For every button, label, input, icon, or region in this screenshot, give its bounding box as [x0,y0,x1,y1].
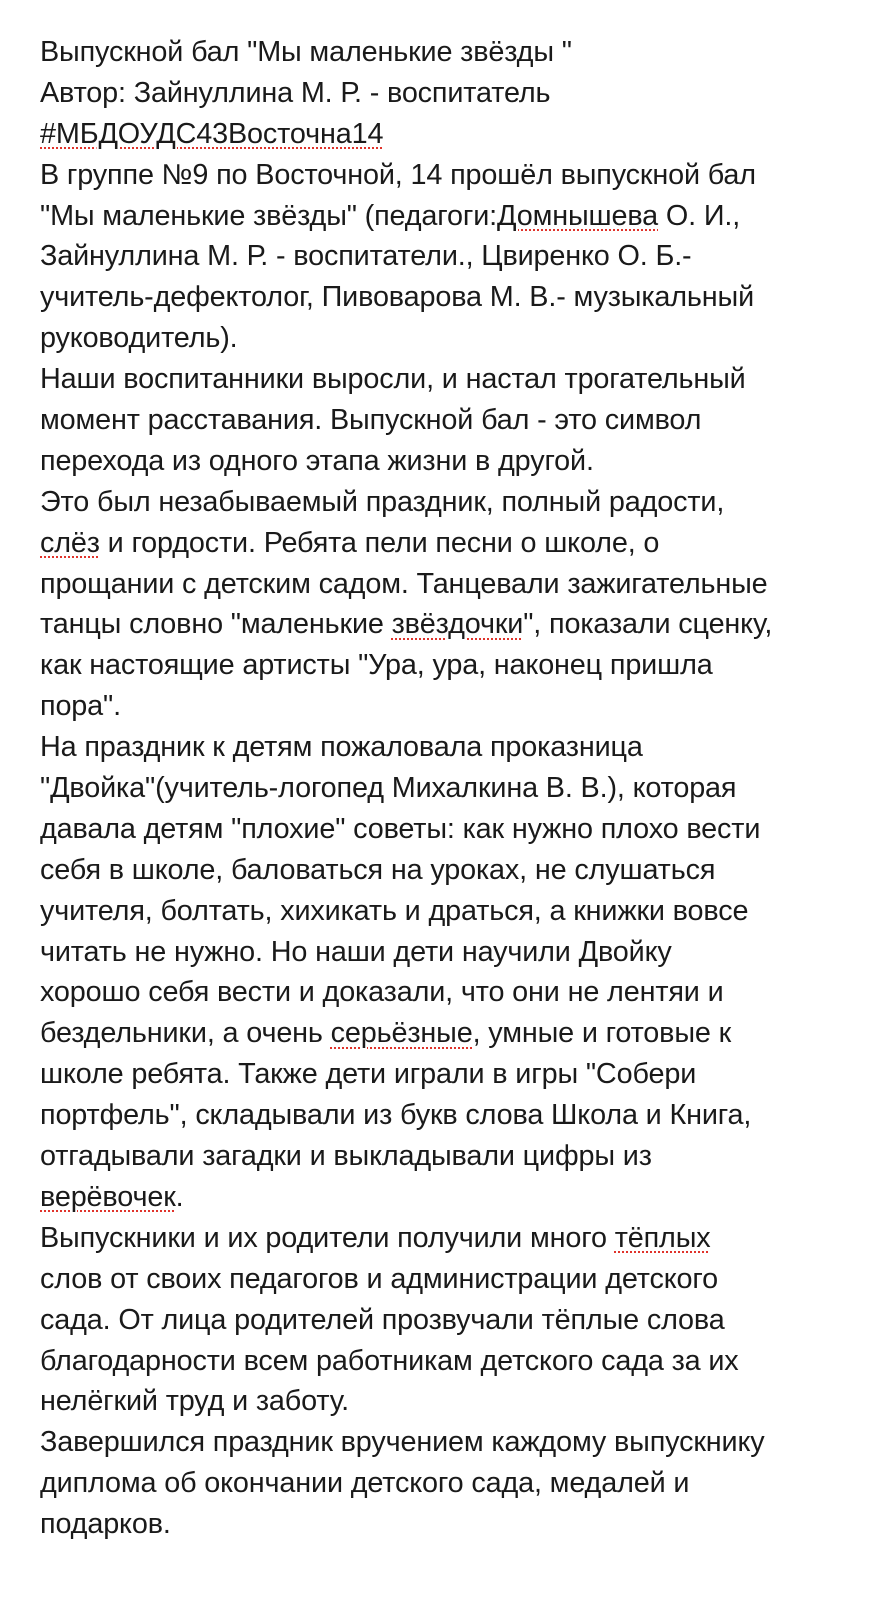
text-line[interactable] [40,932,870,973]
text-run: пора". [40,690,121,723]
text-line[interactable] [40,196,870,237]
text-run: как настоящие артисты "Ура, ура, наконец пришла [40,649,713,682]
text-line[interactable] [40,972,870,1013]
text-line[interactable] [40,809,870,850]
text-line[interactable] [40,1381,870,1422]
text-line[interactable] [40,1504,870,1545]
text-editor-body[interactable] [40,32,870,1545]
text-run: Это был незабываемый праздник, полный радости, [40,485,725,518]
text-line[interactable] [40,400,870,441]
text-line[interactable] [40,359,870,400]
text-line[interactable] [40,891,870,932]
text-run: руководитель). [40,322,238,355]
text-run: бездельники, а очень [40,1017,331,1050]
text-run: Автор: Зайнуллина М. Р. - воспитатель [40,76,551,109]
text-run: "Мы маленькие звёзды" (педагоги: [40,199,498,232]
text-run: танцы словно "маленькие [40,608,392,641]
text-run: нелёгкий труд и заботу. [40,1385,349,1418]
text-run: Выпускники и их родители получили много [40,1221,615,1254]
text-line[interactable] [40,155,870,196]
text-run: О. И., [658,199,741,232]
text-line[interactable] [40,1054,870,1095]
text-run: отгадывали загадки и выкладывали цифры из [40,1140,652,1173]
text-run: себя в школе, баловаться на уроках, не слушаться [40,853,716,886]
misspelled-word[interactable]: тёплых [614,1221,711,1254]
text-run: школе ребята. Также дети играли в игры "Собери [40,1058,697,1091]
misspelled-word[interactable]: #МБДОУДС43Восточна14 [40,117,384,150]
misspelled-word[interactable]: Домнышева [497,199,659,232]
text-run: давала детям "плохие" советы: как нужно плохо вести [40,812,761,845]
text-line[interactable] [40,114,870,155]
text-run: , умные и готовые к [472,1017,732,1050]
text-line[interactable] [40,1218,870,1259]
text-run: хорошо себя вести и доказали, что они не лентяи и [40,976,724,1009]
text-run: портфель", складывали из букв слова Школа и Книга, [40,1099,752,1132]
text-run: подарков. [40,1508,171,1541]
text-run: читать не нужно. Но наши дети научили Двойку [40,935,672,968]
text-run: Завершился праздник вручением каждому выпускнику [40,1426,765,1459]
text-line[interactable] [40,686,870,727]
text-line[interactable] [40,727,870,768]
text-line[interactable] [40,32,870,73]
text-run: Выпускной бал "Мы маленькие звёзды " [40,36,572,68]
misspelled-word[interactable]: серьёзные [330,1017,473,1050]
misspelled-word[interactable]: звёздочки [391,608,524,641]
text-run: слов от своих педагогов и администрации детского [40,1262,718,1295]
text-run: учитель-дефектолог, Пивоварова М. В.- музыкальный [40,281,755,314]
text-line[interactable] [40,850,870,891]
text-line[interactable] [40,604,870,645]
text-line[interactable] [40,1095,870,1136]
text-line[interactable] [40,564,870,605]
text-run: перехода из одного этапа жизни в другой. [40,444,594,477]
text-line[interactable] [40,236,870,277]
text-line[interactable] [40,277,870,318]
text-line[interactable] [40,318,870,359]
text-line[interactable] [40,523,870,564]
text-run: Зайнуллина М. Р. - воспитатели., Цвиренко О. Б.- [40,240,692,273]
text-run: . [175,1180,184,1213]
text-run: На праздник к детям пожаловала проказница [40,731,643,764]
text-line[interactable] [40,73,870,114]
text-line[interactable] [40,1463,870,1504]
text-line[interactable] [40,482,870,523]
text-run: ", показали сценку, [523,608,773,641]
text-run: момент расставания. Выпускной бал - это символ [40,404,702,437]
text-line[interactable] [40,1259,870,1300]
text-run: Наши воспитанники выросли, и настал трогательный [40,363,746,396]
text-line[interactable] [40,1300,870,1341]
misspelled-word[interactable]: слёз [40,526,100,559]
text-run: В группе №9 по Восточной, 14 прошёл выпускной бал [40,158,756,191]
text-run: сада. От лица родителей прозвучали тёплые слова [40,1303,725,1336]
text-line[interactable] [40,441,870,482]
text-line[interactable] [40,1013,870,1054]
text-line[interactable] [40,1422,870,1463]
text-line[interactable] [40,768,870,809]
misspelled-word[interactable]: верёвочек [40,1180,176,1213]
text-line[interactable] [40,645,870,686]
text-line[interactable] [40,1177,870,1218]
text-run: "Двойка"(учитель-логопед Михалкина В. В.), которая [40,772,737,805]
text-run: и гордости. Ребята пели песни о школе, о [99,526,660,559]
text-run: благодарности всем работникам детского сада за их [40,1344,739,1377]
text-run: учителя, болтать, хихикать и драться, а книжки вовсе [40,894,749,927]
text-run: диплома об окончании детского сада, медалей и [40,1467,690,1500]
text-line[interactable] [40,1136,870,1177]
text-run: прощании с детским садом. Танцевали зажигательные [40,567,768,600]
text-line[interactable] [40,1341,870,1382]
